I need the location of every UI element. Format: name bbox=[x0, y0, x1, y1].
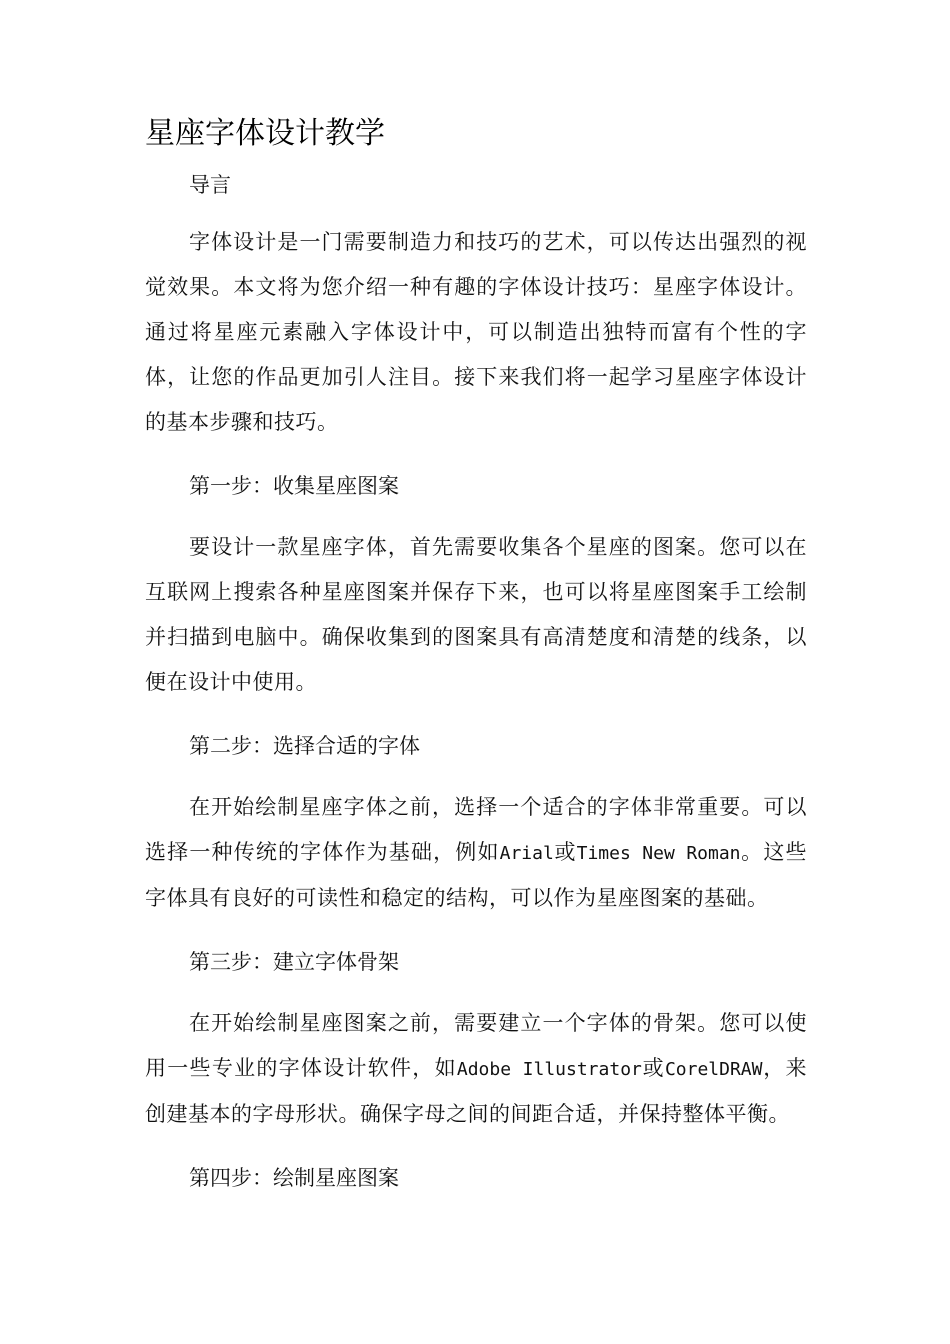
section-body-intro: 字体设计是一门需要制造力和技巧的艺术，可以传达出强烈的视觉效果。本文将为您介绍一种有趣的字体设计技巧：星座字体设计。通过将星座元素融入字体设计中，可以制造出独特而富有个性的字体，让您的作品更加引人注目。接下来我们将一起学习星座字体设计的基本步骤和技巧。 bbox=[145, 230, 807, 434]
body-text: ，来创建基本的字母形状。确保字母之间的间距合适，并保持整体平衡。 bbox=[145, 1056, 808, 1126]
section-heading-step4: 第四步：绘制星座图案 bbox=[189, 1166, 399, 1190]
body-text: 在开始绘制星座图案之前，需要建立一个字体的骨架。您可以使用一些专业的字体设计软件，如 bbox=[145, 1011, 807, 1080]
section-heading-intro: 导言 bbox=[189, 173, 231, 197]
software-name-adobe-illustrator: Adobe Illustrator bbox=[456, 1059, 642, 1080]
section-body-step3 bbox=[145, 1001, 807, 1137]
section-heading-step1: 第一步：收集星座图案 bbox=[189, 474, 399, 498]
font-name-times-new-roman: Times New Roman bbox=[576, 843, 741, 864]
section-heading-step3: 第三步：建立字体骨架 bbox=[189, 950, 399, 974]
section-body-step1: 要设计一款星座字体，首先需要收集各个星座的图案。您可以在互联网上搜索各种星座图案并保存下来，也可以将星座图案手工绘制并扫描到电脑中。确保收集到的图案具有高清楚度和清楚的线条，以便在设计中使用。 bbox=[145, 535, 807, 694]
section-heading-step2: 第二步：选择合适的字体 bbox=[189, 734, 420, 758]
software-name-coreldraw: CorelDRAW bbox=[664, 1059, 763, 1080]
document-title: 星座字体设计教学 bbox=[145, 116, 385, 151]
body-text: 。这些字体具有良好的可读性和稳定的结构，可以作为星座图案的基础。 bbox=[145, 840, 808, 910]
body-text: 或 bbox=[641, 1056, 665, 1080]
document-content bbox=[145, 112, 807, 1193]
body-text: 在开始绘制星座字体之前，选择一个适合的字体非常重要。可以选择一种传统的字体作为基础，例如 bbox=[145, 795, 807, 864]
body-text: 或 bbox=[553, 840, 577, 864]
font-name-arial: Arial bbox=[499, 843, 554, 864]
section-body-step2 bbox=[145, 785, 807, 921]
